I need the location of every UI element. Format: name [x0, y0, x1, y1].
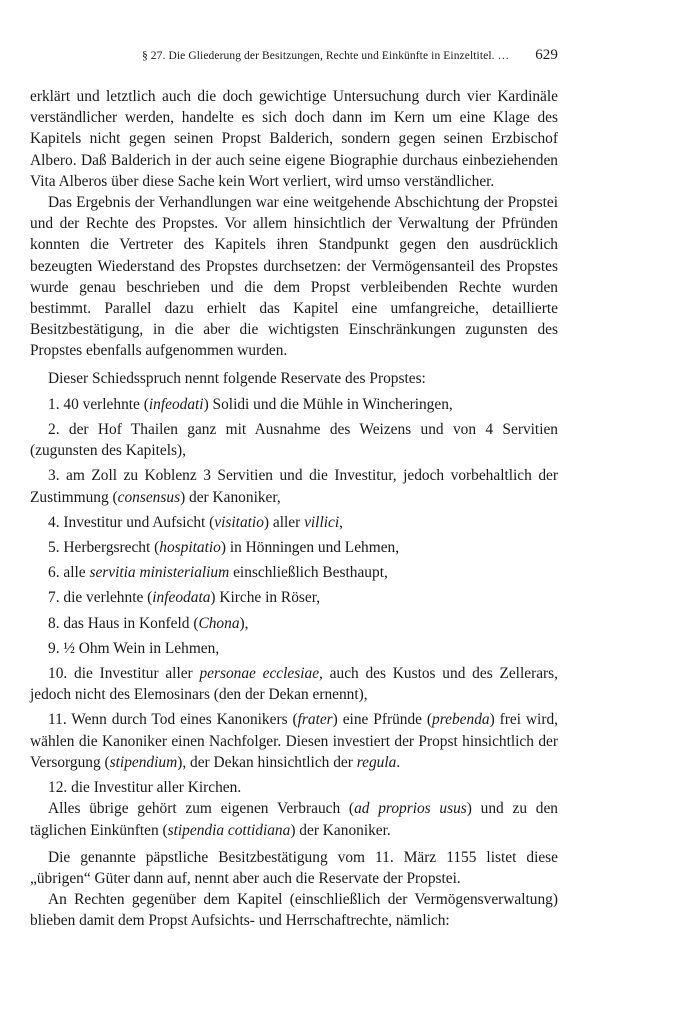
paragraph-2: Das Ergebnis der Verhandlungen war eine weitgehende Abschichtung der Propstei und der Rechte des Propstes. Vor allem hinsichtlich der Verwaltung der Pfründen konnten die Vertreter des Kapitels ihren Standpunkt gegen den ausdrücklich bezeugten Wiederstand des Propstes durchsetzen: der Vermögensanteil des Propstes wurde genau beschrieben und die dem Propst verbleibenden Rechte wurden bestimmt. Parallel dazu erhielt das Kapitel eine umfangreiche, detaillierte Besitzbestätigung, in die aber die wichtigsten Einschränkungen zugunsten des Propstes ebenfalls aufgenommen wurden. — [30, 194, 558, 360]
paragraph-1: erklärt und letztlich auch die doch gewichtige Untersuchung durch vier Kardinäle verständlicher werden, handelte es sich doch dann im Kern um eine Klage des Kapitels nicht gegen seinen Propst Balderich, sondern gegen seinen Erzbischof Albero. Daß Balderich in der auch seine eigene Biographie durchaus einbeziehenden Vita Alberos über diese Sache kein Wort verliert, wird umso verständlicher. — [30, 88, 558, 190]
list-item-8: 8. das Haus in Konfeld (Chona), — [48, 614, 249, 632]
list-item-4: 4. Investitur und Aufsicht (visitatio) aller villici, — [48, 513, 343, 531]
list-item-11: 11. Wenn durch Tod eines Kanonikers (frater) eine Pfründe (prebenda) frei wird, wählen die Kanoniker einen Nachfolger. Diesen investiert der Propst hinsichtlich der Versorgung (stipendium), der Dekan hinsichtlich der regula. — [30, 711, 558, 771]
list-summary: Alles übrige gehört zum eigenen Verbrauch (ad proprios usus) und zu den täglichen Einkünften (stipendia cottidiana) der Kanoniker. — [30, 800, 558, 839]
list-item-12: 12. die Investitur aller Kirchen. — [48, 779, 242, 797]
running-header — [30, 47, 558, 64]
paragraph-3: Dieser Schiedsspruch nennt folgende Reservate des Propstes: — [48, 369, 426, 387]
main-text — [30, 86, 558, 932]
list-item-7: 7. die verlehnte (infeodata) Kirche in Röser, — [48, 589, 321, 607]
paragraph-5: An Rechten gegenüber dem Kapitel (einschließlich der Vermögensverwaltung) blieben damit dem Propst Aufsichts- und Herrschaftrechte, nämlich: — [30, 891, 558, 930]
page-number: 629 — [535, 47, 558, 63]
reservate-list — [30, 394, 558, 841]
list-item-10: 10. die Investitur aller personae ecclesiae, auch des Kustos und des Zellerars, jedoch nicht des Elemosinars (den der Dekan ernennt), — [30, 665, 558, 704]
list-item-9: 9. ½ Ohm Wein in Lehmen, — [48, 639, 220, 657]
paragraph-4: Die genannte päpstliche Besitzbestätigung vom 11. März 1155 listet diese „übrigen“ Güter dann auf, nennt aber auch die Reservate der Propstei. — [30, 848, 558, 887]
running-title: § 27. Die Gliederung der Besitzungen, Rechte und Einkünfte in Einzeltitel. … — [141, 50, 510, 62]
list-item-6: 6. alle servitia ministerialium einschließlich Besthaupt, — [48, 564, 388, 582]
list-item-1: 1. 40 verlehnte (infeodati) Solidi und die Mühle in Wincheringen, — [48, 395, 453, 413]
list-item-5: 5. Herbergsrecht (hospitatio) in Hönningen und Lehmen, — [48, 539, 400, 557]
list-item-3: 3. am Zoll zu Koblenz 3 Servitien und die Investitur, jedoch vorbehaltlich der Zustimmung (consensus) der Kanoniker, — [30, 467, 558, 506]
list-item-2: 2. der Hof Thailen ganz mit Ausnahme des Weizens und von 4 Servitien (zugunsten des Kapitels), — [30, 421, 558, 460]
